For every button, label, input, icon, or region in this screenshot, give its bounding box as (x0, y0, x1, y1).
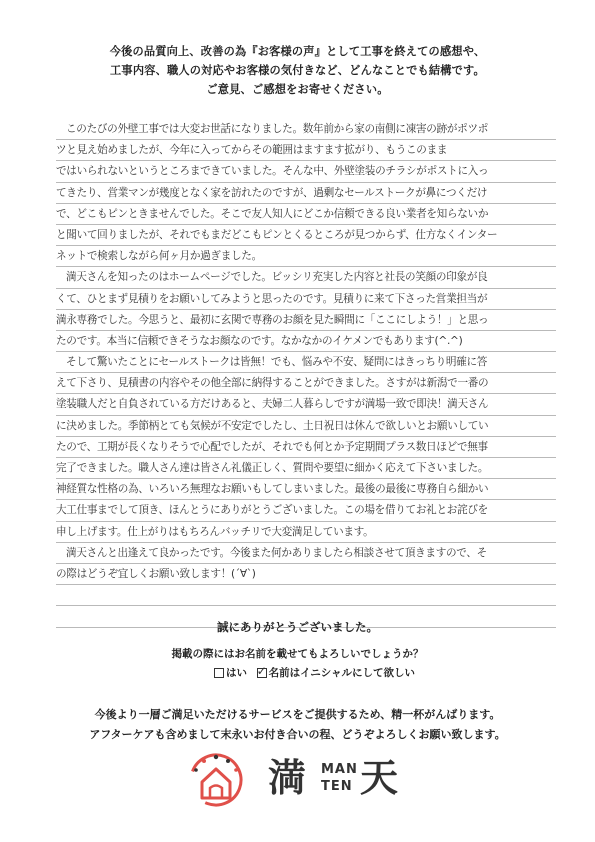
footer-line: 今後より一層ご満足いただけるサービスをご提供するため、精一杯がんばります。 (94, 708, 501, 721)
publish-options (214, 665, 421, 681)
header-line: 工事内容、職人の対応やお客様の気付きなど、どんなことでも結構です。 (110, 64, 485, 77)
letter-line: 満天さんを知ったのはホームページでした。ビッシリ充実した内容と社長の笑顔の印象が良 (56, 267, 556, 288)
letter-line: と聞いて回りましたが、それでもまだどこもピンとくるところが見つからず、仕方なくインター (56, 225, 556, 246)
letter-line: 満天さんと出逢えて良かったです。今後また何かありましたら相談させて頂きますので、そ (56, 543, 556, 564)
letter-line: 大工仕事までして頂き、ほんとうにありがとうございました。この場を借りてお礼とお詫びを (56, 500, 556, 521)
footer-message (0, 705, 595, 745)
initials-checkbox[interactable] (256, 663, 267, 678)
letter-line: 神経質な性格の為、いろいろ無理なお願いもしてしまいました。最後の最後に専務自ら細かい (56, 479, 556, 500)
footer-line: アフターケアも含めまして末永いお付き合いの程、どうぞよろしくお願い致します。 (89, 728, 506, 741)
letter-line: に決めました。季節柄とても気候が不安定でしたし、土日祝日は休んで欲しいとお願いしてい (56, 416, 556, 437)
logo-kanji-man: 満 (268, 755, 307, 800)
letter-line: ではいられないというところまできていました。そんな中、外壁塗装のチラシがポストに入っ (56, 161, 556, 182)
thanks-message: 誠にありがとうございました。 (217, 620, 378, 634)
handwritten-letter (56, 119, 556, 628)
logo-roman-man: MAN (321, 762, 358, 777)
option-initials[interactable] (257, 665, 415, 680)
letter-line: 申し上げます。仕上がりはもちろんバッチリで大変満足しています。 (56, 522, 556, 543)
letter-line: の際はどうぞ宜しくお願い致します！(´∀`) (56, 564, 556, 585)
letter-line: このたびの外壁工事では大変お世話になりました。数年前から家の南側に凍害の跡がポツポ (56, 119, 556, 140)
header-line: ご意見、ご感想をお寄せください。 (206, 83, 389, 96)
logo-kanji-ten: 天 (360, 755, 399, 800)
letter-line-empty (56, 585, 556, 606)
header-instructions (0, 42, 595, 99)
letter-line: で、どこもピンときませんでした。そこで友人知人にどこか信頼できる良い業者を知らないか (56, 204, 556, 225)
letter-line: えて下さり、見積書の内容やその他全部に納得することができました。さすがは新潟で一番の (56, 373, 556, 394)
initials-label: 名前はイニシャルにして欲しい (268, 667, 416, 679)
house-with-stars-icon (188, 752, 244, 808)
logo-roman-ten: TEN (321, 779, 353, 794)
header-line: 今後の品質向上、改善の為『お客様の声』として工事を終えての感想や、 (109, 45, 486, 58)
yes-checkbox[interactable] (214, 668, 224, 678)
letter-line: ツと見え始めましたが、今年に入ってからその範囲はますます拡がり、もうこのまま (56, 140, 556, 161)
option-yes[interactable] (214, 665, 247, 680)
company-logo (188, 750, 408, 810)
letter-line: 塗装職人だと自負されている方だけあると、夫婦二人暮らしですが満場一致で即決！満天さん (56, 394, 556, 415)
letter-line: ネットで検索しながら何ヶ月か過ぎました。 (56, 246, 556, 267)
letter-line: たので、工期が長くなりそうで心配でしたが、それでも何とか予定期間プラス数日ほどで無事 (56, 437, 556, 458)
yes-label: はい (226, 667, 247, 679)
letter-line: たのです。本当に信頼できそうなお顔なのです。なかなかのイケメンでもあります(^.^) (56, 331, 556, 352)
letter-line: てきたり、営業マンが幾度となく家を訪れたのですが、過剰なセールストークが鼻につくだけ (56, 183, 556, 204)
letter-line: くて、ひとまず見積りをお願いしてみようと思ったのです。見積りに来て下さった営業担当が (56, 289, 556, 310)
letter-line: 完了できました。職人さん達は皆さん礼儀正しく、質問や要望に細かく応えて下さいました。 (56, 458, 556, 479)
publish-question: 掲載の際にはお名前を載せてもよろしいでしょうか？ (171, 648, 424, 660)
checkmark-icon: ✓ (256, 663, 267, 678)
letter-line: 満永専務でした。今思うと、最初に玄関で専務のお顔を見た瞬間に「ここにしよう！」と思っ (56, 310, 556, 331)
letter-line: そして驚いたことにセールストークは皆無！でも、悩みや不安、疑問にはきっちり明確に答 (56, 352, 556, 373)
